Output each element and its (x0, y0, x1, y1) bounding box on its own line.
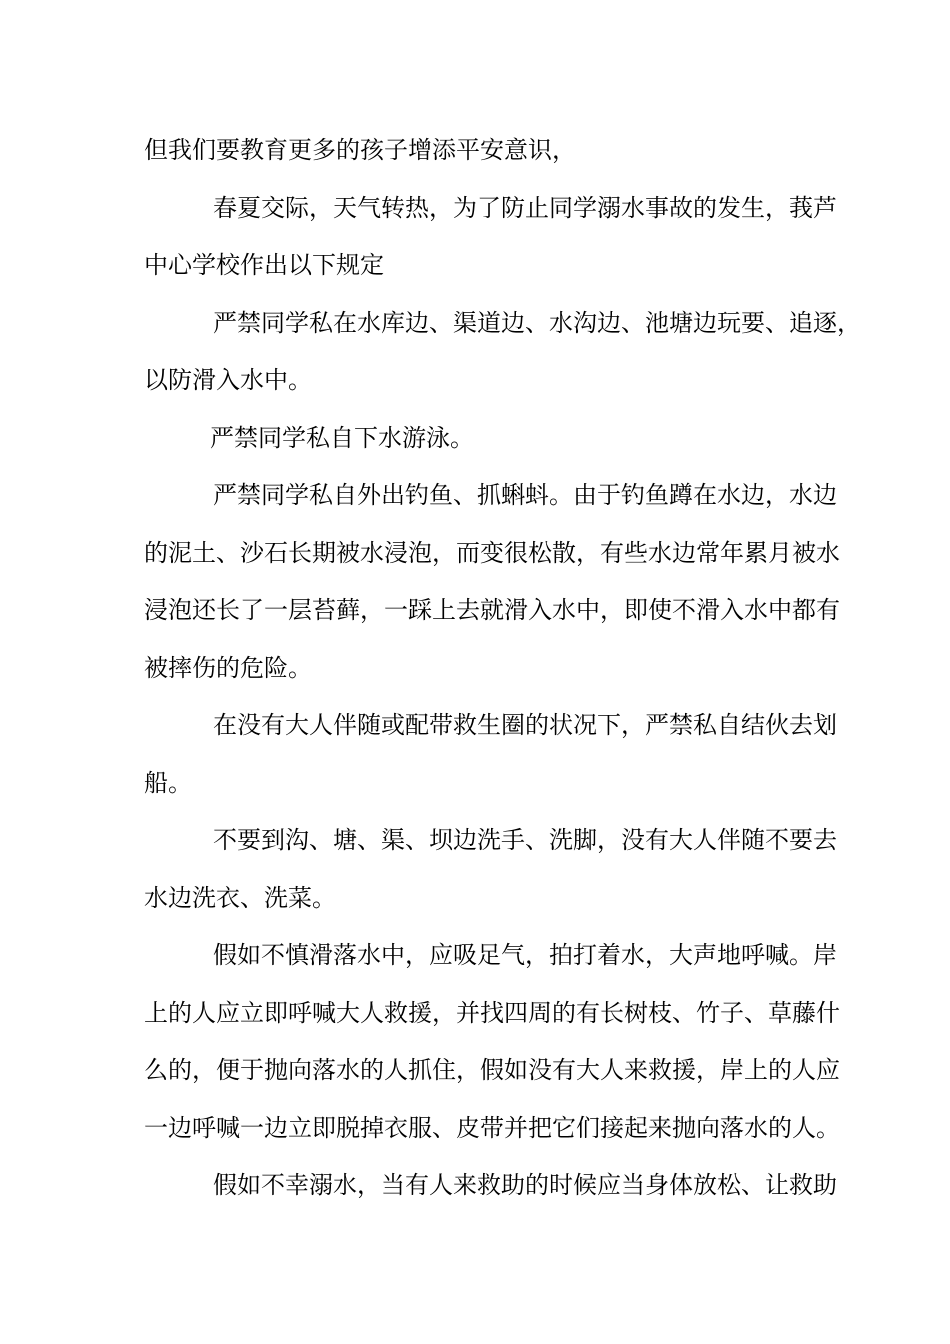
text-line: 的泥土、沙石长期被水浸泡，而变很松散，有些水边常年累月被水 (144, 539, 840, 567)
text-line: 以防滑入水中。 (144, 366, 312, 394)
text-line: 但我们要教育更多的孩子增添平安意识， (144, 136, 576, 164)
text-line: 水边洗衣、洗菜。 (144, 884, 336, 912)
text-line: 么的，便于抛向落水的人抓住，假如没有大人来救援，岸上的人应 (144, 1056, 840, 1084)
text-line: 严禁同学私在水库边、渠道边、水沟边、池塘边玩要、追逐， (213, 309, 861, 337)
text-line: 中心学校作出以下规定 (144, 251, 384, 279)
text-line: 春夏交际，天气转热，为了防止同学溺水事故的发生，莪芦 (213, 194, 837, 222)
text-line: 不要到沟、塘、渠、坝边洗手、洗脚，没有大人伴随不要去 (213, 826, 837, 854)
text-line: 严禁同学私自外出钓鱼、抓蝌蚪。由于钓鱼蹲在水边，水边 (213, 481, 837, 509)
text-line: 假如不幸溺水，当有人来救助的时候应当身体放松、让救助 (213, 1171, 837, 1199)
text-line: 上的人应立即呼喊大人救援，并找四周的有长树枝、竹子、草藤什 (144, 999, 840, 1027)
text-line: 浸泡还长了一层苔藓，一踩上去就滑入水中，即使不滑入水中都有 (144, 596, 840, 624)
text-line: 被摔伤的危险。 (144, 654, 312, 682)
text-line: 假如不慎滑落水中，应吸足气，拍打着水，大声地呼喊。岸 (213, 941, 837, 969)
text-line: 在没有大人伴随或配带救生圈的状况下，严禁私自结伙去划 (213, 711, 837, 739)
text-line: 一边呼喊一边立即脱掉衣服、皮带并把它们接起来抛向落水的人。 (144, 1114, 840, 1142)
text-line: 严禁同学私自下水游泳。 (210, 424, 474, 452)
text-line: 船。 (144, 769, 192, 797)
